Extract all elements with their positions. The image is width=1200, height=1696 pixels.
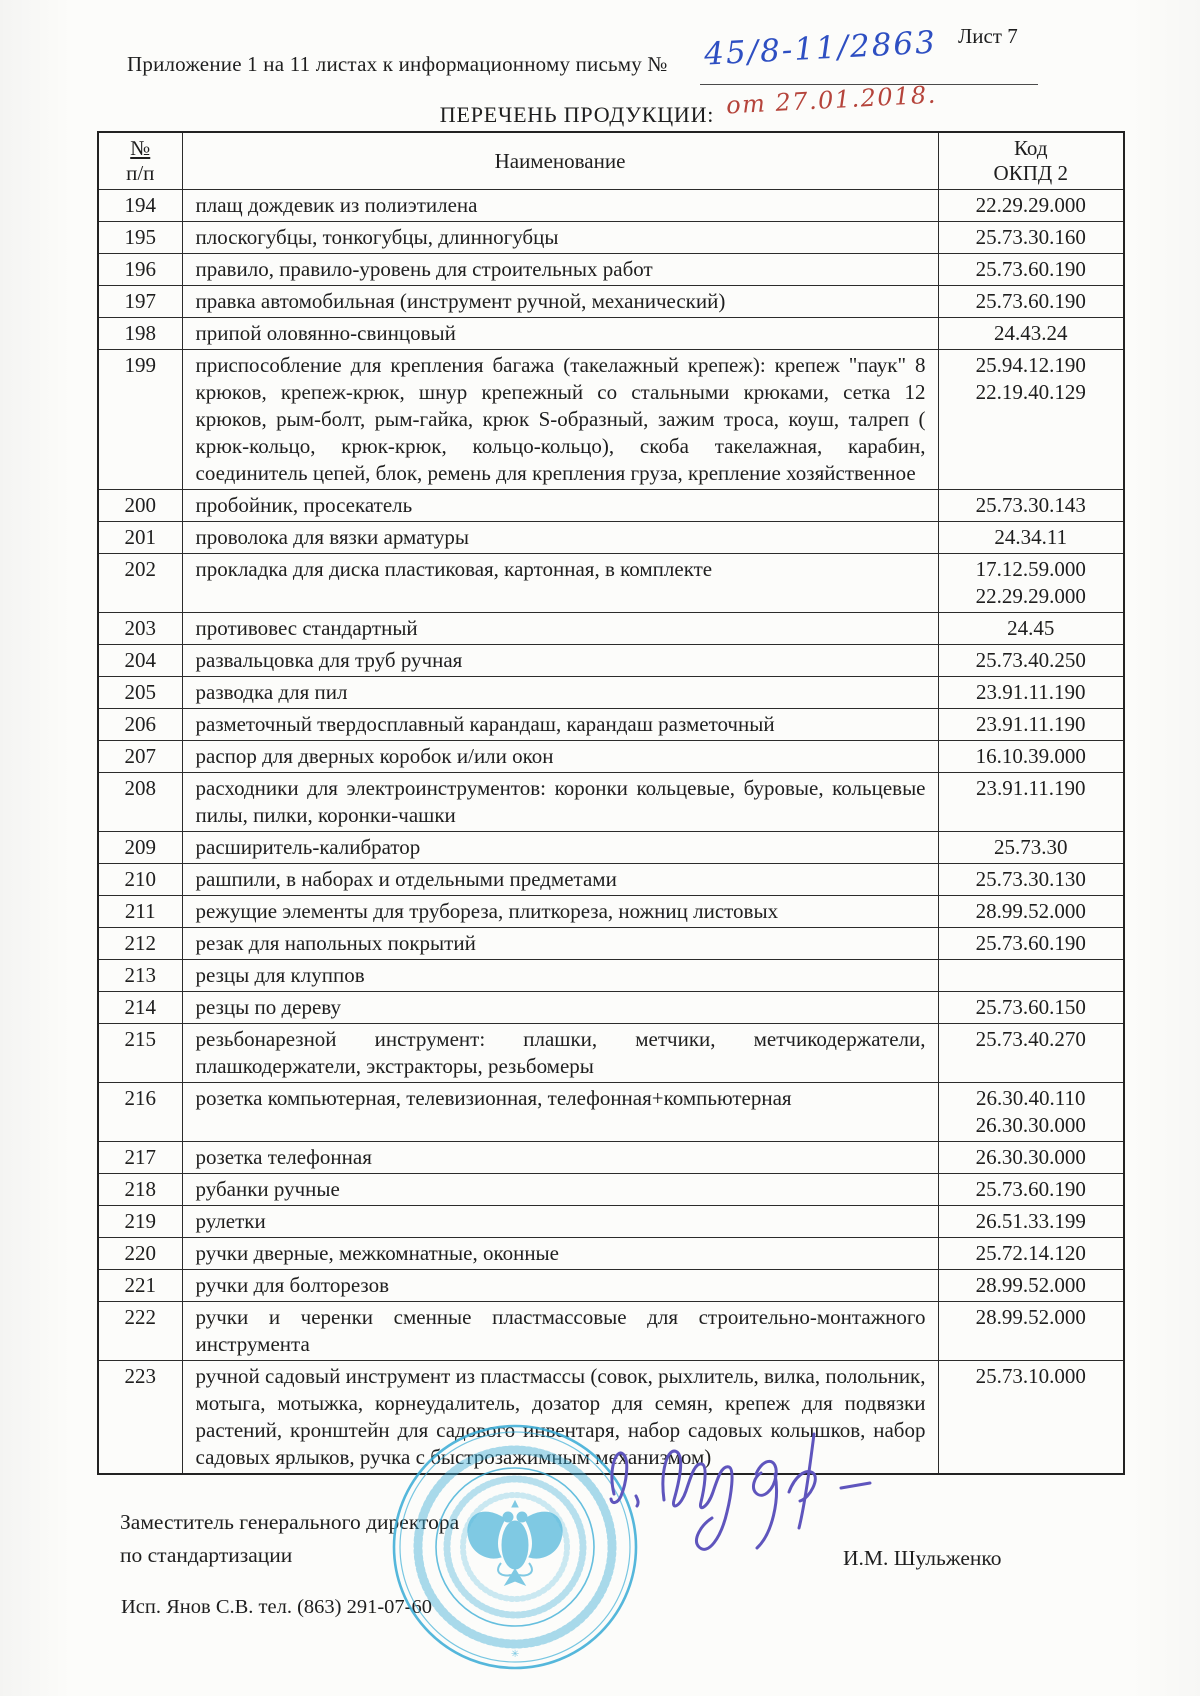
row-code-cell (938, 286, 1124, 318)
table-row (98, 222, 1124, 254)
okpd-code: 25.73.60.190 (975, 289, 1086, 313)
row-name-cell: приспособление для крепления багажа (такелажный крепеж): крепеж "паук" 8 крюков, крепеж-крюк, шнур крепежный со стальными крюками, сетка 12 крюков, рым-болт, рым-гайка, крюк S-образный, зажим троса, коуш, талреп ( крюк-кольцо, крюк-крюк, кольцо-кольцо), скоба такелажная, карабин, соединитель цепей, блок, ремень для крепления груза, крепление хозяйственное (182, 350, 938, 490)
okpd-code: 25.73.30 (994, 835, 1068, 859)
table-row (98, 677, 1124, 709)
row-name-cell: правило, правило-уровень для строительных работ (182, 254, 938, 286)
row-name-cell: резьбонарезной инструмент: плашки, метчики, метчикодержатели, плашкодержатели, экстракторы, резьбомеры (182, 1024, 938, 1083)
table-row (98, 1302, 1124, 1361)
row-name-cell: прокладка для диска пластиковая, картонная, в комплекте (182, 554, 938, 613)
sheet-number-label: Лист 7 (958, 24, 1018, 48)
product-table-body (98, 190, 1124, 1475)
row-name-cell: припой оловянно-свинцовый (182, 318, 938, 350)
table-row (98, 832, 1124, 864)
row-number-cell: 196 (98, 254, 182, 286)
row-code-cell (938, 1270, 1124, 1302)
table-row (98, 613, 1124, 645)
row-number-cell: 220 (98, 1238, 182, 1270)
row-number-cell: 221 (98, 1270, 182, 1302)
row-name-cell: ручки для болторезов (182, 1270, 938, 1302)
row-name-cell: пробойник, просекатель (182, 490, 938, 522)
okpd-code: 25.73.10.000 (975, 1364, 1086, 1388)
row-number-cell: 213 (98, 960, 182, 992)
signer-position-line2: по стандартизации (120, 1543, 293, 1567)
row-code-cell (938, 1206, 1124, 1238)
row-number-cell: 223 (98, 1361, 182, 1475)
okpd-code: 25.72.14.120 (975, 1241, 1086, 1265)
handwritten-letter-number: 45/8-11/2863 (703, 24, 938, 73)
row-name-cell: ручки и черенки сменные пластмассовые для строительно-монтажного инструмента (182, 1302, 938, 1361)
column-header-code-line1: Код (1013, 136, 1048, 160)
okpd-code: 28.99.52.000 (975, 1305, 1086, 1329)
row-name-cell: резцы для клуппов (182, 960, 938, 992)
okpd-code: 26.30.40.110 (976, 1086, 1086, 1110)
row-code-cell (938, 1142, 1124, 1174)
row-code-cell (938, 741, 1124, 773)
okpd-code: 26.30.30.000 (975, 1113, 1086, 1137)
table-row (98, 864, 1124, 896)
row-number-cell: 218 (98, 1174, 182, 1206)
table-row (98, 490, 1124, 522)
signature-icon (598, 1408, 908, 1556)
stamp-emblem (468, 1501, 562, 1585)
row-code-cell (938, 960, 1124, 992)
row-code-cell (938, 1302, 1124, 1361)
table-row (98, 773, 1124, 832)
table-row (98, 554, 1124, 613)
row-number-cell: 207 (98, 741, 182, 773)
okpd-code: 17.12.59.000 (975, 557, 1086, 581)
row-number-cell: 216 (98, 1083, 182, 1142)
okpd-code: 25.73.60.190 (975, 931, 1086, 955)
okpd-code: 22.19.40.129 (975, 380, 1086, 404)
row-number-cell: 203 (98, 613, 182, 645)
row-name-cell: ручной садовый инструмент из пластмассы (совок, рыхлитель, вилка, полольник, мотыга, мотыжка, корнеудалитель, дозатор для семян, крепеж для подвязки растений, кронштейн для садового инвентаря, набор садовых колышков, набор садовых ярлыков, ручка с быстрозажимным механизмом) (182, 1361, 938, 1475)
row-name-cell: плоскогубцы, тонкогубцы, длинногубцы (182, 222, 938, 254)
row-code-cell (938, 896, 1124, 928)
row-code-cell (938, 677, 1124, 709)
column-header-num-line1: № (130, 136, 151, 160)
column-header-code (938, 132, 1124, 190)
table-row (98, 1238, 1124, 1270)
row-number-cell: 214 (98, 992, 182, 1024)
table-row (98, 928, 1124, 960)
row-name-cell: рубанки ручные (182, 1174, 938, 1206)
row-number-cell: 212 (98, 928, 182, 960)
okpd-code: 25.73.60.150 (975, 995, 1086, 1019)
row-number-cell: 201 (98, 522, 182, 554)
row-name-cell: розетка телефонная (182, 1142, 938, 1174)
stamp-star: ✳ (510, 1649, 520, 1660)
appendix-header-line: Приложение 1 на 11 листах к информационному письму № (127, 52, 668, 76)
table-row (98, 190, 1124, 222)
okpd-code: 24.43.24 (994, 321, 1068, 345)
okpd-code: 26.51.33.199 (975, 1209, 1086, 1233)
okpd-code: 25.73.40.270 (975, 1027, 1086, 1051)
row-name-cell: розетка компьютерная, телевизионная, телефонная+компьютерная (182, 1083, 938, 1142)
row-name-cell: расширитель-калибратор (182, 832, 938, 864)
header-row (98, 132, 1124, 190)
table-row (98, 254, 1124, 286)
row-number-cell: 211 (98, 896, 182, 928)
okpd-code: 25.73.30.160 (975, 225, 1086, 249)
table-row (98, 992, 1124, 1024)
column-header-num-line2: п/п (126, 161, 155, 185)
row-name-cell: рулетки (182, 1206, 938, 1238)
row-number-cell: 198 (98, 318, 182, 350)
row-name-cell: ручки дверные, межкомнатные, оконные (182, 1238, 938, 1270)
row-code-cell (938, 645, 1124, 677)
row-number-cell: 204 (98, 645, 182, 677)
okpd-code: 25.73.40.250 (975, 648, 1086, 672)
table-row (98, 350, 1124, 490)
okpd-code: 26.30.30.000 (975, 1145, 1086, 1169)
okpd-code: 16.10.39.000 (975, 744, 1086, 768)
okpd-code: 22.29.29.000 (975, 193, 1086, 217)
table-row (98, 1174, 1124, 1206)
row-code-cell (938, 1083, 1124, 1142)
okpd-code: 25.94.12.190 (975, 353, 1086, 377)
row-code-cell (938, 709, 1124, 741)
row-name-cell: правка автомобильная (инструмент ручной, механический) (182, 286, 938, 318)
row-code-cell (938, 554, 1124, 613)
row-name-cell: развальцовка для труб ручная (182, 645, 938, 677)
row-name-cell: рашпили, в наборах и отдельными предметами (182, 864, 938, 896)
row-code-cell (938, 1174, 1124, 1206)
signer-name: И.М. Шульженко (843, 1546, 1002, 1570)
row-name-cell: разметочный твердосплавный карандаш, карандаш разметочный (182, 709, 938, 741)
page-title: ПЕРЕЧЕНЬ ПРОДУКЦИИ: (439, 102, 715, 127)
okpd-code: 28.99.52.000 (975, 899, 1086, 923)
row-number-cell: 222 (98, 1302, 182, 1361)
table-row (98, 1270, 1124, 1302)
table-row (98, 1206, 1124, 1238)
row-name-cell: проволока для вязки арматуры (182, 522, 938, 554)
okpd-code: 25.73.60.190 (975, 257, 1086, 281)
row-code-cell (938, 864, 1124, 896)
row-code-cell (938, 318, 1124, 350)
row-number-cell: 217 (98, 1142, 182, 1174)
table-row (98, 709, 1124, 741)
okpd-code: 25.73.30.143 (975, 493, 1086, 517)
okpd-code: 22.29.29.000 (975, 584, 1086, 608)
row-number-cell: 210 (98, 864, 182, 896)
table-row (98, 645, 1124, 677)
column-header-code-line2: ОКПД 2 (993, 161, 1068, 185)
row-code-cell (938, 928, 1124, 960)
row-number-cell: 202 (98, 554, 182, 613)
okpd-code: 28.99.52.000 (975, 1273, 1086, 1297)
okpd-code: 24.45 (1007, 616, 1055, 640)
row-code-cell (938, 522, 1124, 554)
row-code-cell (938, 1361, 1124, 1475)
table-row (98, 1142, 1124, 1174)
row-code-cell (938, 832, 1124, 864)
signer-position-line1: Заместитель генерального директора (120, 1510, 460, 1534)
row-name-cell: резак для напольных покрытий (182, 928, 938, 960)
row-name-cell: расходники для электроинструментов: коронки кольцевые, буровые, кольцевые пилы, пилки, коронки-чашки (182, 773, 938, 832)
row-number-cell: 215 (98, 1024, 182, 1083)
okpd-code: 25.73.60.190 (975, 1177, 1086, 1201)
row-number-cell: 205 (98, 677, 182, 709)
table-row (98, 522, 1124, 554)
row-number-cell: 209 (98, 832, 182, 864)
row-name-cell: резцы по дереву (182, 992, 938, 1024)
row-number-cell: 206 (98, 709, 182, 741)
row-code-cell (938, 773, 1124, 832)
row-code-cell (938, 613, 1124, 645)
signature (598, 1408, 908, 1556)
product-table-header (98, 132, 1124, 190)
row-code-cell (938, 1238, 1124, 1270)
table-row (98, 318, 1124, 350)
table-row (98, 896, 1124, 928)
column-header-num (98, 132, 182, 190)
table-row (98, 1083, 1124, 1142)
okpd-code: 23.91.11.190 (976, 712, 1086, 736)
row-code-cell (938, 190, 1124, 222)
handwritten-date: от 27.01.2018. (725, 80, 938, 120)
row-name-cell: плащ дождевик из полиэтилена (182, 190, 938, 222)
table-row (98, 741, 1124, 773)
row-number-cell: 195 (98, 222, 182, 254)
row-number-cell: 208 (98, 773, 182, 832)
okpd-code: 25.73.30.130 (975, 867, 1086, 891)
okpd-code: 23.91.11.190 (976, 680, 1086, 704)
row-code-cell (938, 222, 1124, 254)
row-name-cell: разводка для пил (182, 677, 938, 709)
table-row (98, 286, 1124, 318)
row-name-cell: противовес стандартный (182, 613, 938, 645)
executor-contact-line: Исп. Янов С.В. тел. (863) 291-07-60 (121, 1596, 433, 1618)
row-code-cell (938, 350, 1124, 490)
row-code-cell (938, 1024, 1124, 1083)
row-number-cell: 197 (98, 286, 182, 318)
row-code-cell (938, 490, 1124, 522)
row-name-cell: режущие элементы для трубореза, плиткореза, ножниц листовых (182, 896, 938, 928)
row-number-cell: 194 (98, 190, 182, 222)
row-name-cell: распор для дверных коробок и/или окон (182, 741, 938, 773)
okpd-code: 24.34.11 (994, 525, 1068, 549)
row-code-cell (938, 254, 1124, 286)
product-table (97, 131, 1125, 1475)
row-number-cell: 199 (98, 350, 182, 490)
row-number-cell: 219 (98, 1206, 182, 1238)
table-row (98, 960, 1124, 992)
table-row (98, 1024, 1124, 1083)
row-code-cell (938, 992, 1124, 1024)
okpd-code: 23.91.11.190 (976, 776, 1086, 800)
row-number-cell: 200 (98, 490, 182, 522)
column-header-name: Наименование (182, 132, 938, 190)
